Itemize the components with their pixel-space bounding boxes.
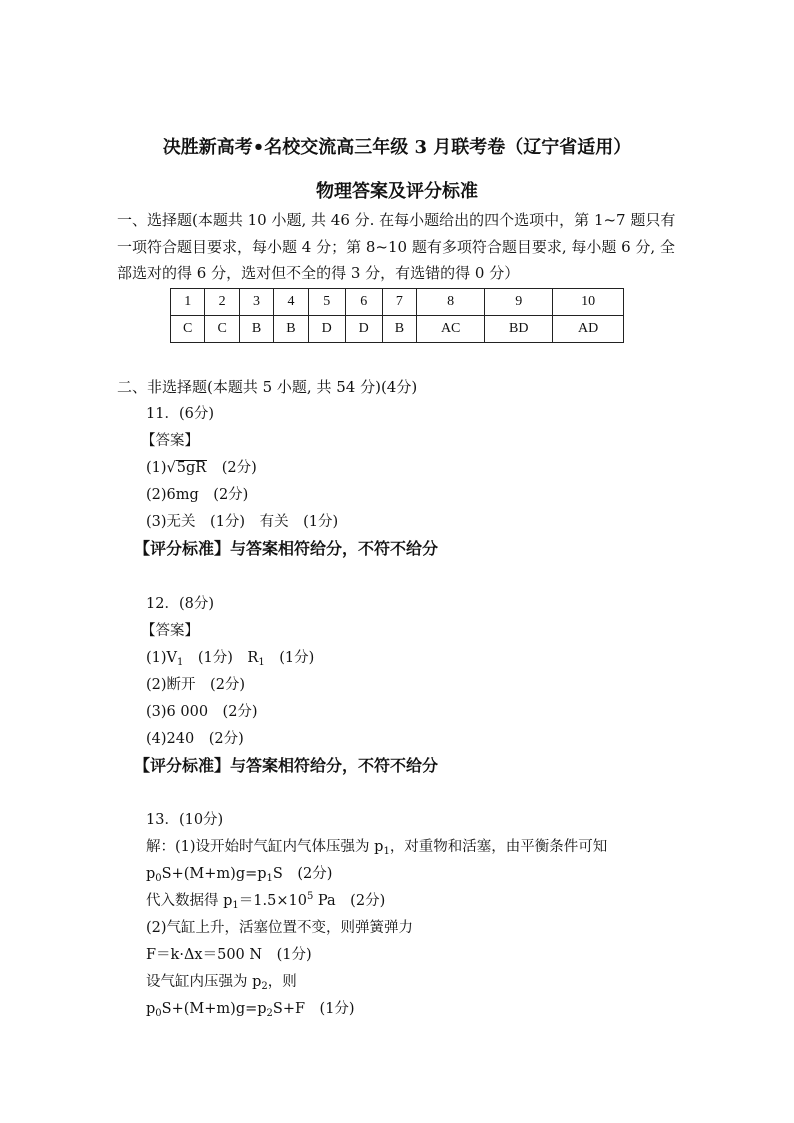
table-cell: C — [205, 316, 239, 343]
table-cell: B — [239, 316, 273, 343]
q11-criteria: 【评分标准】与答案相符给分，不符不给分 — [134, 539, 439, 558]
table-cell: BD — [485, 316, 553, 343]
q11-answer-line-3: (3)无关 (1分) 有关 (1分) — [146, 514, 339, 530]
table-cell: 3 — [239, 289, 273, 316]
text: (1分) — [264, 650, 315, 666]
table-cell: 8 — [417, 289, 485, 316]
table-cell: 10 — [553, 289, 624, 316]
sqrt-sign: √ — [166, 460, 176, 476]
q11-answer-line-2: (2)6mg (2分) — [146, 487, 249, 503]
q12-answer-tag: 【答案】 — [141, 623, 199, 639]
text: (1)V — [146, 650, 178, 666]
text: Pa (2分) — [313, 893, 386, 909]
q12-answer-line-1 — [146, 646, 314, 668]
q12-answer-line-3: (3)6 000 (2分) — [146, 704, 258, 720]
table-cell: 6 — [345, 289, 382, 316]
q11-line1-prefix: (1) — [146, 460, 167, 476]
section1-intro: 一、选择题(本题共 10 小题, 共 46 分. 在每小题给出的四个选项中，第 1~7 题只有一项符合题目要求，每小题 4 分；第 8~10 题有多项符合题目要求, 每小题 6 分, 全部选对的得 6 分，选对但不全的得 3 分，有选错的得 0 分） — [117, 211, 676, 282]
q13-line-4: (2)气缸上升，活塞位置不变，则弹簧弹力 — [146, 920, 414, 936]
table-cell: D — [345, 316, 382, 343]
q13-line-1 — [146, 835, 607, 857]
text: S+(M+m)g=p — [161, 1001, 267, 1017]
subscript: 1 — [383, 846, 390, 857]
table-cell: B — [274, 316, 308, 343]
subscript: 1 — [258, 657, 265, 668]
text: p — [146, 1001, 156, 1017]
text: (1分) R — [183, 650, 259, 666]
subscript: 2 — [261, 981, 268, 992]
q12-answer-line-4: (4)240 (2分) — [146, 731, 244, 747]
superscript: 5 — [306, 891, 314, 902]
document-title: 决胜新高考•名校交流高三年级 3 月联考卷（辽宁省适用） — [162, 137, 632, 158]
text: ，则 — [267, 974, 297, 990]
table-cell: B — [382, 316, 416, 343]
subscript: 2 — [266, 1008, 273, 1019]
q11-answer-line-1 — [146, 456, 257, 477]
table-cell: 9 — [485, 289, 553, 316]
q12-label: 12．(8分) — [146, 596, 214, 612]
text: S+F (1分) — [272, 1001, 355, 1017]
text: 代入数据得 p — [146, 893, 233, 909]
table-cell: D — [308, 316, 345, 343]
subscript: 1 — [177, 657, 184, 668]
text: S (2分) — [272, 866, 333, 882]
text: S+(M+m)g=p — [161, 866, 267, 882]
q11-line1-score: (2分) — [221, 460, 257, 476]
q13-label: 13．(10分) — [146, 812, 224, 828]
q11-label: 11．(6分) — [146, 406, 214, 422]
table-cell: 2 — [205, 289, 239, 316]
table-row-answers — [171, 316, 624, 343]
subscript: 1 — [266, 873, 273, 884]
table-row-numbers — [171, 289, 624, 316]
q13-line-7 — [146, 997, 355, 1019]
q12-criteria: 【评分标准】与答案相符给分，不符不给分 — [134, 756, 439, 775]
table-cell: AC — [417, 316, 485, 343]
q13-line-6 — [146, 970, 297, 992]
answer-table — [170, 288, 624, 343]
text: ，对重物和活塞，由平衡条件可知 — [389, 839, 608, 855]
q12-answer-line-2: (2)断开 (2分) — [146, 677, 246, 693]
text: p — [146, 866, 156, 882]
section2-heading: 二、非选择题(本题共 5 小题, 共 54 分)(4分) — [117, 378, 418, 396]
table-cell: 7 — [382, 289, 416, 316]
sqrt-radicand: 5gR — [176, 460, 207, 476]
table-cell: 1 — [171, 289, 205, 316]
subscript: 0 — [155, 873, 162, 884]
subscript: 0 — [155, 1008, 162, 1019]
document-subtitle: 物理答案及评分标准 — [316, 181, 478, 202]
q13-line-3 — [146, 889, 385, 911]
subscript: 1 — [232, 900, 239, 911]
text: 设气缸内压强为 p — [146, 974, 262, 990]
q13-line-2 — [146, 862, 332, 884]
q11-answer-tag: 【答案】 — [141, 433, 199, 449]
table-cell: AD — [553, 316, 624, 343]
text: ＝1.5×10 — [238, 893, 307, 909]
table-cell: 4 — [274, 289, 308, 316]
table-cell: 5 — [308, 289, 345, 316]
text: 解：(1)设开始时气缸内气体压强为 p — [146, 839, 384, 855]
q13-line-5: F＝k·Δx＝500 N (1分) — [146, 947, 312, 963]
table-cell: C — [171, 316, 205, 343]
